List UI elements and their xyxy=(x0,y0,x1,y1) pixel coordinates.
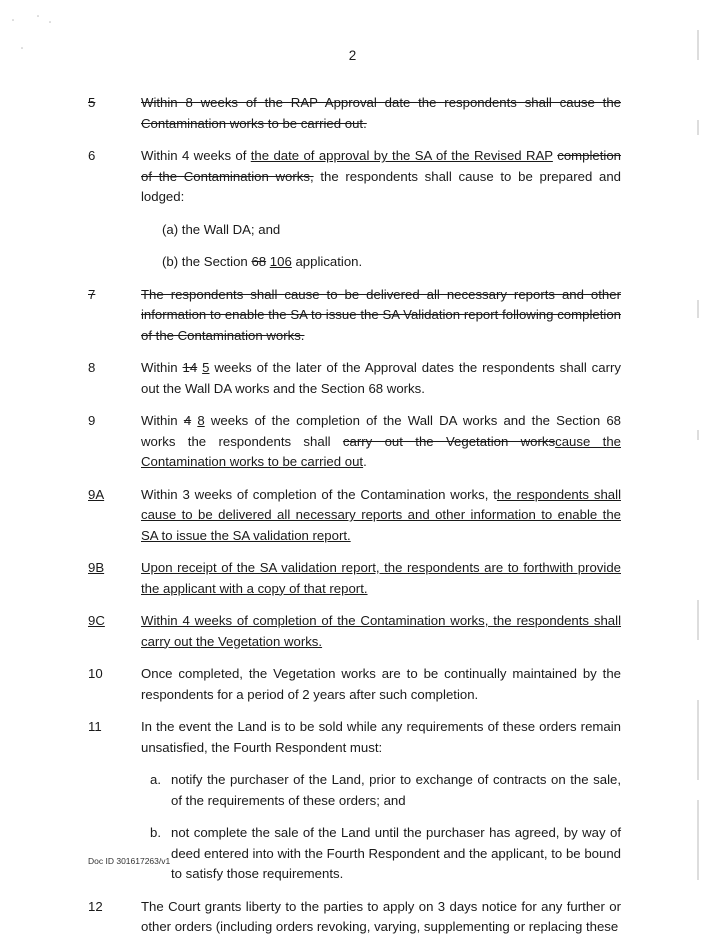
page-number: 2 xyxy=(348,48,357,63)
text-run: 4 xyxy=(183,413,192,428)
text-run: Within 4 weeks of completion of the Contamination works, the respondents shall carry out the Vegetation works. xyxy=(141,613,621,649)
text-run: Upon receipt of the SA validation report, the respondents are to forthwith provide the applicant with a copy of that report. xyxy=(141,560,621,596)
order-11-item-b xyxy=(88,823,621,885)
text-run: The Court grants liberty to the parties to apply on 3 days notice for any further or other orders (including orders revoking, varying, supplementing or replacing these xyxy=(141,898,621,934)
order-11 xyxy=(88,717,621,758)
order-5 xyxy=(88,93,621,134)
order-text xyxy=(141,148,621,204)
scan-corner-marks xyxy=(8,8,68,68)
text-run: completion of the Contamination works, xyxy=(141,148,621,184)
text-run: cause the Contamination works to be carried out xyxy=(141,433,621,469)
order-11-item-a xyxy=(88,770,621,811)
text-run: 5 xyxy=(202,360,210,375)
order-number: 11 xyxy=(88,719,102,734)
order-text xyxy=(141,719,621,755)
order-text xyxy=(141,360,621,396)
text-run: not complete the sale of the Land until the purchaser has agreed, by way of deed entered into with the Fourth Respondent and the applicant, to be bound to satisfy those requirements. xyxy=(171,825,621,881)
order-number: 8 xyxy=(88,360,96,375)
sub-item-text xyxy=(171,825,621,881)
text-run: The respondents shall cause to be delivered all necessary reports and other information to enable the SA to issue the SA Validation report following completion of the Contamination works. xyxy=(141,286,621,343)
order-text xyxy=(141,287,621,343)
order-text xyxy=(141,613,621,649)
order-number: 9C xyxy=(88,613,105,628)
text-run: Within 3 weeks of completion of the Contamination works, t xyxy=(141,486,497,502)
order-7 xyxy=(88,285,621,347)
order-text xyxy=(141,666,621,702)
text-run: 14 xyxy=(182,360,198,375)
text-run: Within 8 weeks of the RAP Approval date the respondents shall cause the Contamination works to be carried out. xyxy=(141,95,621,131)
order-9a xyxy=(88,485,621,547)
order-10 xyxy=(88,664,621,705)
text-run: (a) the Wall DA; and xyxy=(162,221,281,237)
order-9c xyxy=(88,611,621,652)
order-number: 9B xyxy=(88,560,105,575)
text-run: Within xyxy=(141,360,183,375)
text-run: (b) the Section xyxy=(162,254,252,269)
text-run: . xyxy=(363,454,367,469)
order-number: 5 xyxy=(88,95,96,110)
text-run: the respondents shall cause to be prepared and lodged: xyxy=(141,168,621,204)
order-12 xyxy=(88,897,621,938)
sub-item-text xyxy=(162,254,362,269)
order-6-item-b xyxy=(162,252,621,273)
order-number: 12 xyxy=(88,898,103,914)
order-9b xyxy=(88,558,621,599)
orders-body xyxy=(88,93,621,950)
sub-item-text xyxy=(162,222,280,237)
sub-item-text xyxy=(171,772,621,808)
text-run: Within xyxy=(141,413,184,428)
order-number: 9 xyxy=(88,413,96,428)
text-run: the date of approval by the SA of the Revised RAP xyxy=(250,148,553,163)
order-6 xyxy=(88,146,621,208)
text-run: 106 xyxy=(269,254,292,269)
text-run: notify the purchaser of the Land, prior to exchange of contracts on the sale, of the requirements of these orders; and xyxy=(171,772,621,808)
order-8 xyxy=(88,358,621,399)
text-run: Once completed, the Vegetation works are to be continually maintained by the respondents for a period of 2 years after such completion. xyxy=(141,666,621,702)
order-number: 10 xyxy=(88,666,103,681)
order-text xyxy=(141,899,621,935)
order-number: 9A xyxy=(88,486,105,502)
text-run: 8 xyxy=(197,413,205,428)
order-6-item-a xyxy=(162,220,621,241)
sub-item-label: b. xyxy=(150,825,161,840)
text-run: he respondents shall cause to be delivered all necessary reports and other information to enable the SA to issue the SA validation report. xyxy=(141,486,621,543)
text-run: application. xyxy=(291,254,363,269)
text-run: weeks of the later of the Approval dates the respondents shall carry out the Wall DA works and the Section 68 works. xyxy=(141,360,621,396)
text-run: 68 xyxy=(251,254,267,269)
sub-item-label: a. xyxy=(150,772,161,787)
order-text xyxy=(141,487,621,543)
order-text xyxy=(141,413,621,469)
text-run: carry out the Vegetation works xyxy=(342,433,556,449)
order-text xyxy=(141,560,621,596)
document-id: Doc ID 301617263/v1 xyxy=(88,856,171,866)
text-run: In the event the Land is to be sold while any requirements of these orders remain unsatisfied, the Fourth Respondent must: xyxy=(141,719,621,755)
order-number: 6 xyxy=(88,148,96,163)
text-run: Within 4 weeks of xyxy=(141,148,251,163)
order-number: 7 xyxy=(88,286,96,302)
order-text xyxy=(141,95,621,131)
scan-edge-marks xyxy=(675,0,705,900)
text-run: weeks of the completion of the Wall DA works and the Section 68 works the respondents shall xyxy=(141,413,621,449)
order-9 xyxy=(88,411,621,473)
